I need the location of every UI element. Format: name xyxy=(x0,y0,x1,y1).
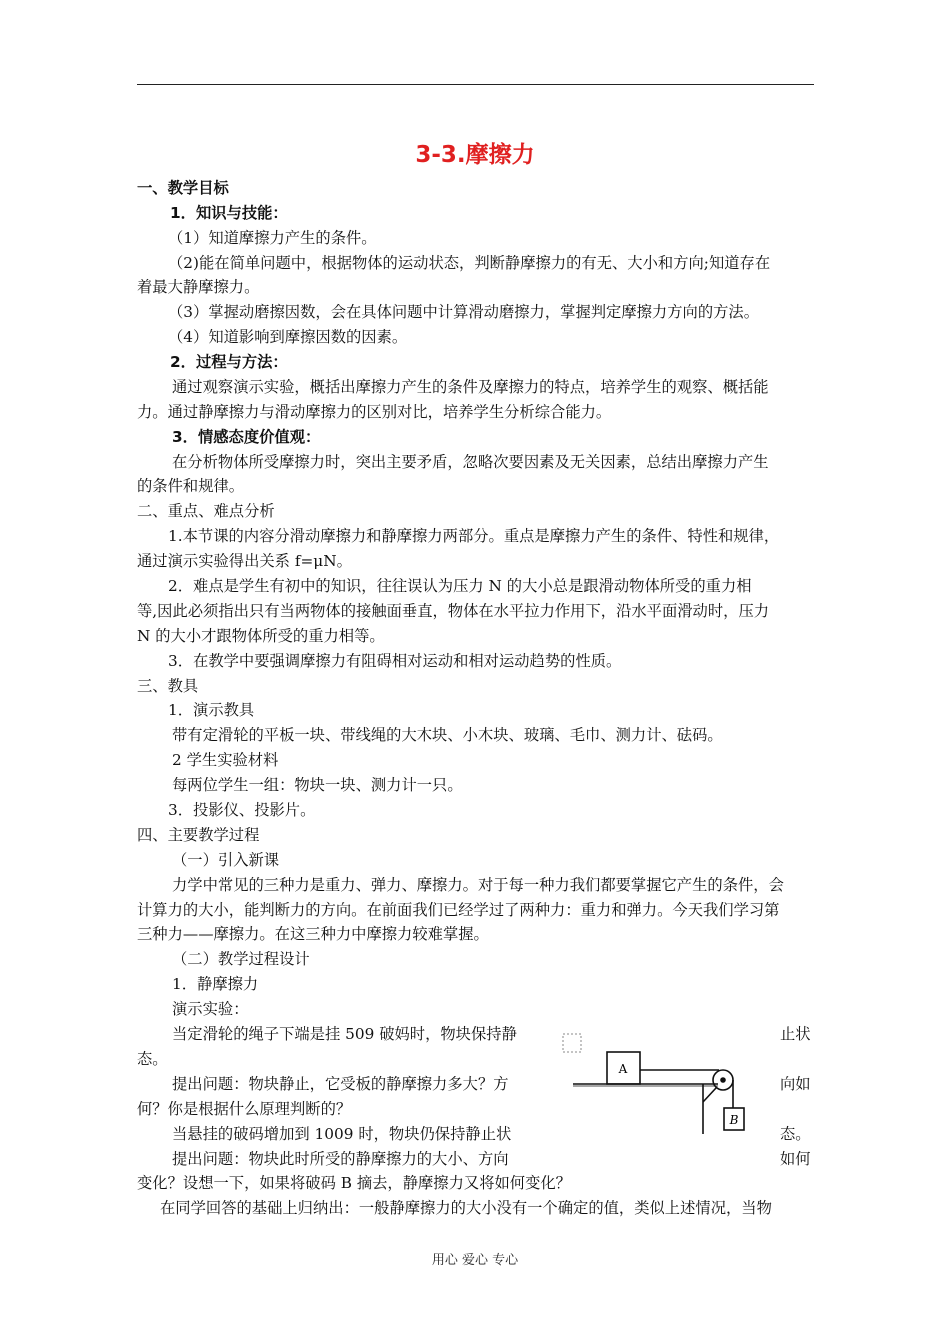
text-line: 2．难点是学生有初中的知识，往往误认为压力 N 的大小总是跟滑动物体所受的重力相 xyxy=(168,577,752,595)
subsection-heading: 3．情感态度价值观： xyxy=(172,428,321,446)
anchor-placeholder xyxy=(563,1034,581,1052)
subsection-heading: 2．过程与方法： xyxy=(170,353,288,371)
text-line: 2 学生实验材料 xyxy=(172,751,279,769)
text-line: 3．在教学中要强调摩擦力有阻碍相对运动和相对运动趋势的性质。 xyxy=(168,652,622,670)
section-heading: 一、教学目标 xyxy=(137,179,229,197)
text-fragment: 如何 xyxy=(780,1150,811,1168)
text-line: 1．演示教具 xyxy=(168,701,255,719)
subsection-heading: 1．知识与技能： xyxy=(170,204,288,222)
text-line: N 的大小才跟物体所受的重力相等。 xyxy=(137,627,385,645)
section-heading: 二、重点、难点分析 xyxy=(137,502,275,520)
text-fragment: 止状 xyxy=(780,1025,811,1043)
text-fragment: 向如 xyxy=(780,1075,811,1093)
text-line: 着最大静摩擦力。 xyxy=(137,278,260,296)
text-line: 三种力——摩擦力。在这三种力中摩擦力较难掌握。 xyxy=(137,925,489,943)
text-line: 通过演示实验得出关系 f=μN。 xyxy=(137,552,352,570)
text-line: 演示实验： xyxy=(172,1000,249,1018)
text-line: 在分析物体所受摩擦力时，突出主要矛盾，忽略次要因素及无关因素，总结出摩擦力产生 xyxy=(172,453,769,471)
text-line: 当悬挂的破码增加到 1009 时，物块仍保持静止状 xyxy=(172,1125,512,1143)
text-line: 提出问题：物块此时所受的静摩擦力的大小、方向 xyxy=(172,1150,509,1168)
text-line: 当定滑轮的绳子下端是挂 509 破妈时，物块保持静 xyxy=(172,1025,517,1043)
text-line: 计算力的大小，能判断力的方向。在前面我们已经学过了两种力：重力和弹力。今天我们学习第 xyxy=(137,901,780,919)
text-line: 力学中常见的三种力是重力、弹力、摩擦力。对于每一种力我们都要掌握它产生的条件，会 xyxy=(172,876,784,894)
text-line: （2)能在简单问题中，根据物体的运动状态，判断静摩擦力的有无、大小和方向;知道存在 xyxy=(168,254,771,272)
pulley-axle xyxy=(721,1078,725,1082)
section-heading: 三、教具 xyxy=(137,677,199,695)
text-fragment: 态。 xyxy=(780,1125,811,1143)
text-line: 在同学回答的基础上归纳出：一般静摩擦力的大小没有一个确定的值，类似上述情况，当物 xyxy=(160,1199,772,1217)
text-line: 变化？设想一下，如果将破码 B 摘去，静摩擦力又将如何变化？ xyxy=(137,1174,571,1192)
text-line: 每两位学生一组：物块一块、测力计一只。 xyxy=(172,776,463,794)
text-line: 带有定滑轮的平板一块、带线绳的大木块、小木块、玻璃、毛巾、测力计、砝码。 xyxy=(172,726,723,744)
pulley-bracket xyxy=(703,1088,716,1102)
text-line: （3）掌握动磨擦因数，会在具体问题中计算滑动磨擦力，掌握判定摩擦力方向的方法。 xyxy=(168,303,760,321)
text-line: （1）知道摩擦力产生的条件。 xyxy=(168,229,377,247)
text-line: 的条件和规律。 xyxy=(137,477,245,495)
text-line: 1．静摩擦力 xyxy=(172,975,259,993)
text-line: （一）引入新课 xyxy=(172,851,280,869)
text-line: （二）教学过程设计 xyxy=(172,950,310,968)
section-heading: 四、主要教学过程 xyxy=(137,826,260,844)
text-line: （4）知道影响到摩擦因数的因素。 xyxy=(168,328,408,346)
weight-b-label: B xyxy=(729,1113,739,1127)
block-a-label: A xyxy=(618,1062,628,1076)
text-line: 3．投影仪、投影片。 xyxy=(168,801,316,819)
header-rule xyxy=(137,84,814,85)
text-line: 何？你是根据什么原理判断的？ xyxy=(137,1100,352,1118)
page-footer: 用心 爱心 专心 xyxy=(431,1253,519,1268)
page-title: 3-3.摩擦力 xyxy=(415,142,535,168)
text-line: 等,因此必须指出只有当两物体的接触面垂直，物体在水平拉力作用下，沿水平面滑动时，压力 xyxy=(137,602,770,620)
text-line: 通过观察演示实验，概括出摩擦力产生的条件及摩擦力的特点，培养学生的观察、概括能 xyxy=(172,378,769,396)
text-line: 力。通过静摩擦力与滑动摩擦力的区别对比，培养学生分析综合能力。 xyxy=(137,403,612,421)
text-line: 1.本节课的内容分滑动摩擦力和静摩擦力两部分。重点是摩擦力产生的条件、特性和规律， xyxy=(168,527,780,545)
pulley-experiment-figure xyxy=(553,1022,775,1140)
text-line: 态。 xyxy=(137,1050,168,1068)
text-line: 提出问题：物块静止，它受板的静摩擦力多大？方 xyxy=(172,1075,509,1093)
